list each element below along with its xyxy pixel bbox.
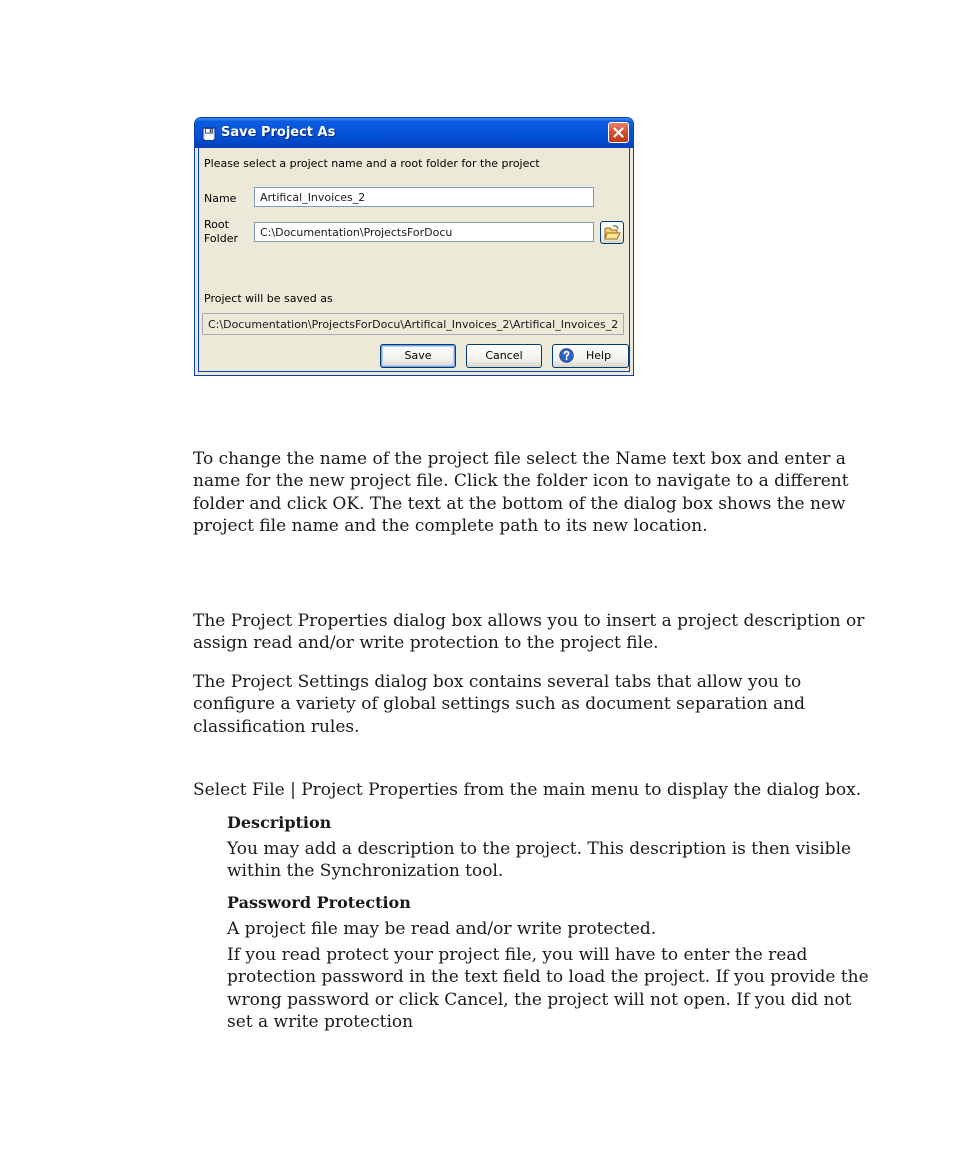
root-folder-label-line2: Folder [204,232,238,245]
paragraph-description: You may add a description to the project. This description is then visible within the Synchronization tool. [227,839,852,882]
browse-folder-button[interactable] [600,221,624,244]
cancel-button[interactable]: Cancel [466,344,542,368]
save-project-as-dialog [194,117,634,376]
floppy-disk-icon [202,126,216,140]
paragraph-password-intro: A project file may be read and/or write protected. [227,919,657,939]
saved-as-label: Project will be saved as [204,292,333,305]
dialog-titlebar[interactable] [195,118,633,148]
dialog-frame [198,148,630,372]
paragraph-password-details: If you read protect your project file, you will have to enter the read protection password in the text field to load the project. If you provide the wrong password or click Cancel, the project will not open. If you did not set a write protection [227,945,869,1032]
close-icon [613,127,624,138]
name-label: Name [204,192,237,205]
save-button[interactable]: Save [380,344,456,368]
paragraph-project-settings: The Project Settings dialog box contains several tabs that allow you to configure a variety of global settings such as document separation and classification rules. [193,672,806,737]
root-folder-input[interactable]: C:\Documentation\ProjectsForDocu [254,222,594,242]
help-button-label: Help [586,349,612,362]
heading-description: Description [227,813,332,832]
paragraph-project-properties: The Project Properties dialog box allows you to insert a project description or assign read and/or write protection to the project file. [193,611,865,654]
folder-open-icon [604,225,621,241]
saved-as-path: C:\Documentation\ProjectsForDocu\Artifical_Invoices_2\Artifical_Invoices_2 [202,313,624,335]
close-button[interactable] [608,122,629,143]
instruction-text: Please select a project name and a root folder for the project [204,157,540,170]
paragraph-rename-instructions: To change the name of the project file select the Name text box and enter a name for the new project file. Click the folder icon to navigate to a different folder and click OK. The text at the bottom of the dialog box shows the new project file name and the complete path to its new location. [193,449,849,536]
dialog-title: Save Project As [221,125,336,140]
help-button[interactable] [552,344,629,368]
help-icon [559,348,574,363]
name-input[interactable]: Artifical_Invoices_2 [254,187,594,207]
paragraph-select-file: Select File | Project Properties from the main menu to display the dialog box. [193,780,862,800]
heading-password-protection: Password Protection [227,893,411,912]
root-folder-label-line1: Root [204,218,229,231]
